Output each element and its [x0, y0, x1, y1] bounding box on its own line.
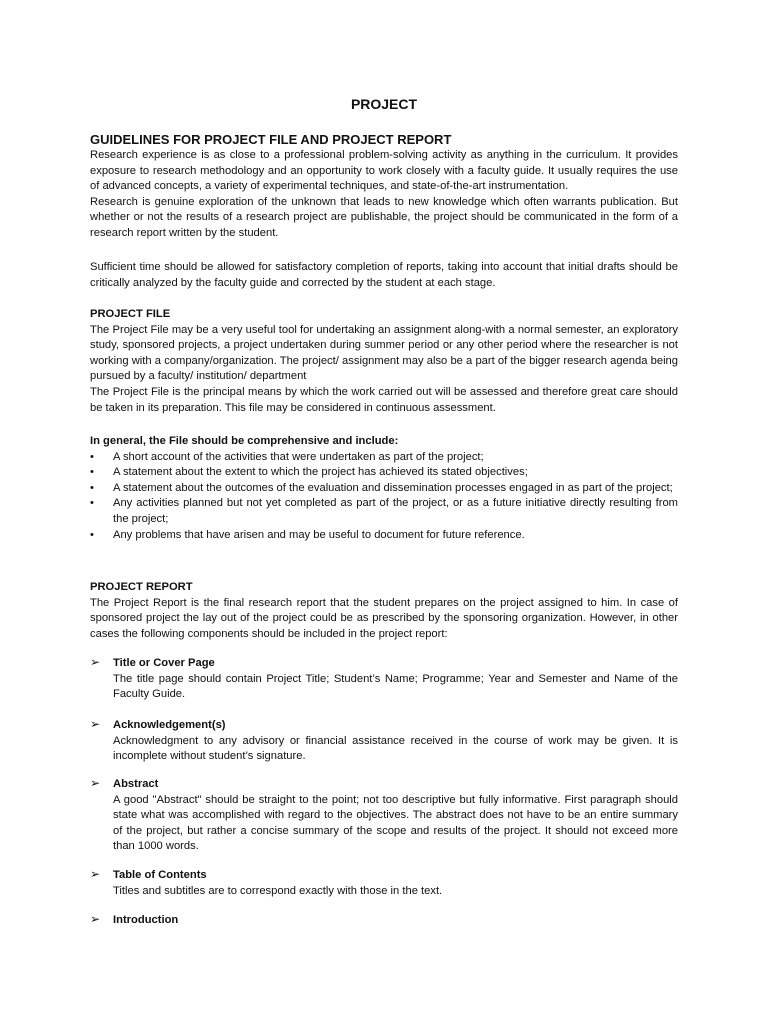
project-report-section	[90, 580, 678, 642]
list-item	[90, 496, 678, 527]
list-item-text: Any activities planned but not yet completed as part of the project, or as a future initiative directly resulting from the project;	[113, 497, 678, 525]
list-item-text: A short account of the activities that were undertaken as part of the project;	[113, 450, 484, 463]
arrow-bullet-icon: ➢	[90, 867, 101, 881]
component-text: Titles and subtitles are to correspond exactly with those in the text.	[113, 884, 443, 897]
component-introduction	[90, 913, 678, 929]
component-acknowledgements	[90, 718, 678, 765]
guidelines-paragraph-2: Research is genuine exploration of the unknown that leads to new knowledge which often warrants publication. But whether or not the results of a research project are publishable, the project should be communicated in the form of a research report written by the student.	[90, 195, 678, 239]
component-title: Table of Contents	[113, 869, 207, 881]
component-title: Title or Cover Page	[113, 657, 215, 669]
project-file-section	[90, 307, 678, 416]
project-file-heading: PROJECT FILE	[90, 308, 171, 320]
list-item-text: A statement about the extent to which the project has achieved its stated objectives;	[113, 466, 528, 479]
guidelines-paragraph-3-block	[90, 260, 678, 291]
arrow-bullet-icon: ➢	[90, 717, 101, 731]
guidelines-paragraph-3: Sufficient time should be allowed for satisfactory completion of reports, taking into account that initial drafts should be critically analyzed by the faculty guide and corrected by the student at each stage.	[90, 261, 678, 289]
arrow-bullet-icon: ➢	[90, 912, 101, 926]
page-title: PROJECT	[350, 96, 418, 112]
project-file-paragraph-2: The Project File is the principal means by which the work carried out will be assessed and therefore great care should be taken in its preparation. This file may be considered in continuous assessment.	[90, 385, 678, 414]
component-text: Acknowledgment to any advisory or financial assistance received in the course of work may be given. It is incomplete without student’s signature.	[113, 734, 678, 763]
guidelines-paragraph-1: Research experience is as close to a professional problem-solving activity as anything in the curriculum. It provides exposure to research methodology and an opportunity to work closely with a faculty guide. It usually requires the use of advanced concepts, a variety of experimental techniques, and state-of-the-art instrumentation.	[90, 149, 678, 193]
project-report-intro: The Project Report is the final research report that the student prepares on the project assigned to him. In case of sponsored project the lay out of the project could be as prescribed by the sponsoring organization. However, in other cases the following components should be included in the project report:	[90, 596, 678, 640]
list-item	[90, 481, 678, 497]
arrow-bullet-icon: ➢	[90, 655, 101, 669]
project-report-heading: PROJECT REPORT	[90, 581, 193, 593]
list-item	[90, 528, 678, 544]
bullet-icon: •	[90, 466, 94, 479]
arrow-bullet-icon: ➢	[90, 776, 101, 790]
component-title: Abstract	[113, 778, 159, 790]
list-item	[90, 450, 678, 466]
guidelines-heading: GUIDELINES FOR PROJECT FILE AND PROJECT REPORT	[90, 132, 452, 147]
guidelines-section	[90, 131, 678, 242]
project-file-bullet-list	[90, 450, 678, 544]
project-file-paragraph-1: The Project File may be a very useful tool for undertaking an assignment along-with a normal semester, an exploratory study, sponsored projects, a project undertaken during summer period or any other period where the researcher is not working with a company/organization. The project/ assignment may also be a part of the bigger research agenda being pursued by a faculty/ institution/ department	[90, 323, 678, 383]
list-item-text: A statement about the outcomes of the evaluation and dissemination processes engaged in as part of the project;	[113, 481, 673, 494]
component-abstract	[90, 777, 678, 855]
component-title-page	[90, 656, 678, 703]
project-file-list-intro: In general, the File should be comprehensive and include:	[90, 435, 399, 447]
bullet-icon: •	[90, 528, 94, 541]
list-item	[90, 465, 678, 481]
project-file-list-block	[90, 434, 678, 543]
component-text: A good "Abstract" should be straight to the point; not too descriptive but fully informative. First paragraph should state what was accomplished with regard to the objectives. The abstract does not have to be an entire summary of the project, but rather a concise summary of the scope and results of the project. It should not exceed more than 1000 words.	[113, 793, 678, 853]
component-text: The title page should contain Project Title; Student’s Name; Programme; Year and Semester and Name of the Faculty Guide.	[113, 672, 678, 701]
component-table-of-contents	[90, 868, 678, 899]
component-title: Introduction	[113, 914, 179, 926]
component-title: Acknowledgement(s)	[113, 719, 226, 731]
bullet-icon: •	[90, 450, 94, 463]
bullet-icon: •	[90, 497, 94, 510]
bullet-icon: •	[90, 481, 94, 494]
list-item-text: Any problems that have arisen and may be useful to document for future reference.	[113, 528, 525, 541]
